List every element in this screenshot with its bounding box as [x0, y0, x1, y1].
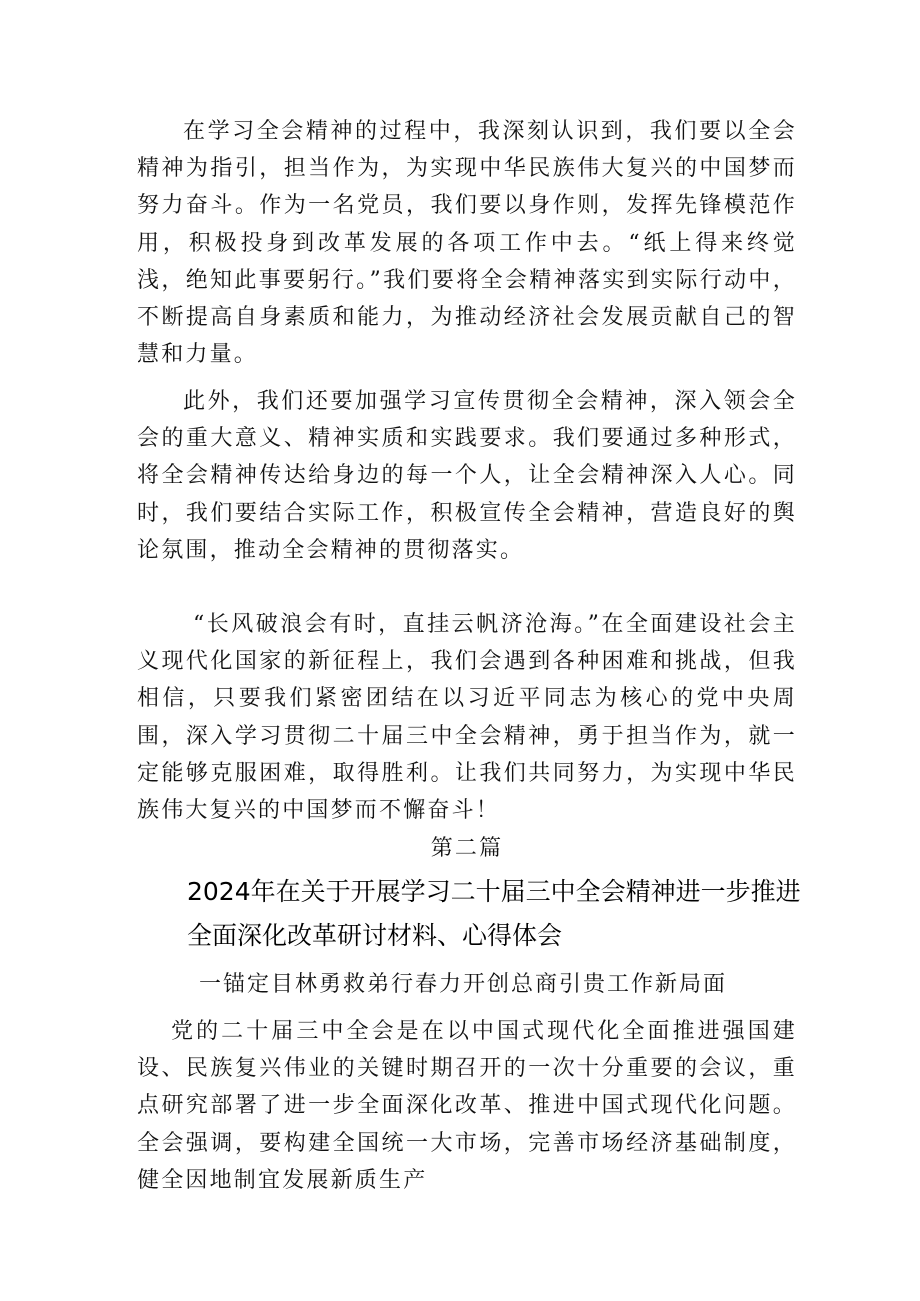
paragraph-plenary-session: 党的二十届三中全会是在以中国式现代化全面推进强国建设、民族复兴伟业的关键时期召开的一次十分重要的会议，重点研究部署了进一步全面深化改革、推进中国式现代化问题。全会强调，要构建全国统一大市场，完善市场经济基础制度，健全因地制宜发展新质生产	[137, 1019, 797, 1193]
paragraph-closing-quote: “长风破浪会有时，直挂云帆济沧海。”在全面建设社会主义现代化国家的新征程上，我们会遇到各种困难和挑战，但我相信，只要我们紧密团结在以习近平同志为核心的党中央周围，深入学习贯彻二十届三中全会精神，勇于担当作为，就一定能够克服困难，取得胜利。让我们共同努力，为实现中华民族伟大复兴的中国梦而不懈奋斗！	[137, 612, 797, 824]
section-label: 第二篇	[430, 836, 504, 861]
paragraph-study-spirit: 在学习全会精神的过程中，我深刻认识到，我们要以全会精神为指引，担当作为，为实现中华民族伟大复兴的中国梦而努力奋斗。作为一名党员，我们要以身作则，发挥先锋模范作用，积极投身到改革发展的各项工作中去。“纸上得来终觉浅，绝知此事要躬行。”我们要将全会精神落实到实际行动中，不断提高自身素质和能力，为推动经济社会发展贡献自己的智慧和力量。	[137, 119, 797, 368]
paragraph-publicize-spirit: 此外，我们还要加强学习宣传贯彻全会精神，深入领会全会的重大意义、精神实质和实践要求。我们要通过多种形式，将全会精神传达给身边的每一个人，让全会精神深入人心。同时，我们要结合实际工作，积极宣传全会精神，营造良好的舆论氛围，推动全会精神的贯彻落实。	[137, 389, 797, 563]
document-title: 2024年在关于开展学习二十届三中全会精神进一步推进全面深化改革研讨材料、心得体会	[187, 877, 801, 950]
document-subtitle: 一锚定目林勇救弟行春力开创总商引贵工作新局面	[199, 972, 728, 997]
